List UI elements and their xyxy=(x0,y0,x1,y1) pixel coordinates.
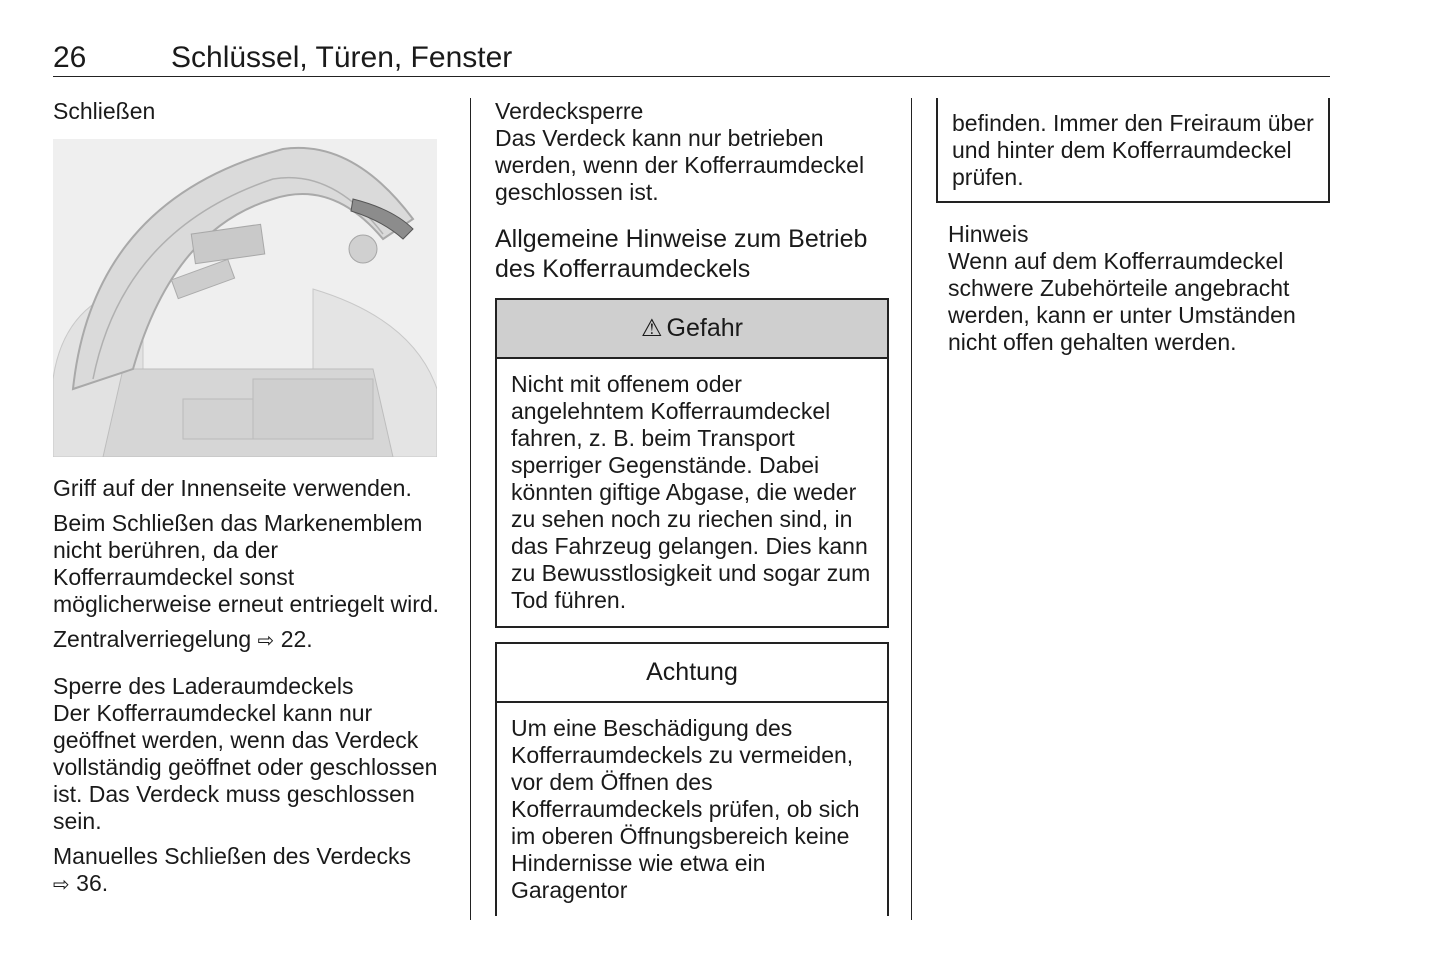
xref-page-22[interactable]: 22. xyxy=(280,626,313,652)
page-number: 26 xyxy=(53,41,87,74)
danger-text: Nicht mit offenem oder angelehntem Kofferraumdeckel fahren, z. B. beim Transport sperriger Gegenstände. Dabei könnten giftige Abgase, die weder zu sehen noch zu riechen sind, in das Fahrzeug gelangen. Dies kann zu Bewusstlosigkeit und sogar zum Tod führen. xyxy=(511,371,871,613)
section-heading-schliessen: Schließen xyxy=(53,98,156,124)
note-title: Hinweis xyxy=(948,221,1029,247)
trunk-lid-drawing xyxy=(53,139,437,457)
paragraph-griff: Griff auf der Innenseite verwenden. xyxy=(53,475,412,501)
caution-text: Um eine Beschädigung des Kofferraumdeckels zu vermeiden, vor dem Öffnen des Kofferraumdeckels prüfen, ob sich im oberen Öffnungsbereich keine Hindernisse wie etwa ein Garagentor xyxy=(511,715,860,903)
caution-box xyxy=(495,642,889,916)
column-divider-1 xyxy=(470,98,471,920)
trunk-lid-illustration xyxy=(53,139,437,457)
caution-box-header xyxy=(497,644,887,703)
paragraph-zentralverriegelung xyxy=(53,626,453,655)
paragraph-manuelles-schliessen xyxy=(53,843,453,899)
subheading-sperre-laderaumdeckel: Sperre des Laderaumdeckels xyxy=(53,673,354,699)
note-text: Wenn auf dem Kofferraumdeckel schwere Zubehörteile angebracht werden, kann er unter Umständen nicht offen gehalten werden. xyxy=(948,248,1296,355)
column-divider-2 xyxy=(911,98,912,920)
xref-text-zentralverriegelung: Zentralverriegelung xyxy=(53,626,258,652)
cross-reference-arrow-icon: ⇨ xyxy=(53,874,70,896)
caution-continuation-text: befinden. Immer den Freiraum über und hinter dem Kofferraumdeckel prüfen. xyxy=(952,110,1314,190)
cross-reference-arrow-icon: ⇨ xyxy=(257,630,275,652)
paragraph-markenemblem: Beim Schließen das Markenemblem nicht berühren, da der Kofferraumdeckel sonst möglicherweise erneut entriegelt wird. xyxy=(53,510,440,617)
warning-triangle-icon: ⚠ xyxy=(641,315,663,342)
paragraph-verdecksperre: Das Verdeck kann nur betrieben werden, wenn der Kofferraumdeckel geschlossen ist. xyxy=(495,125,865,205)
danger-box-header xyxy=(497,300,887,359)
column-2 xyxy=(495,98,889,916)
xref-page-36[interactable]: 36. xyxy=(76,870,109,896)
column-1 xyxy=(53,98,453,899)
chapter-title: Schlüssel, Türen, Fenster xyxy=(171,41,513,74)
caution-box-body xyxy=(497,703,887,916)
column-3 xyxy=(936,98,1330,356)
heading-allgemeine-hinweise: Allgemeine Hinweise zum Betrieb des Kofferraumdeckels xyxy=(495,225,868,283)
caution-title: Achtung xyxy=(646,658,738,686)
paragraph-sperre: Der Kofferraumdeckel kann nur geöffnet werden, wenn das Verdeck vollständig geöffnet oder geschlossen ist. Das Verdeck muss geschlossen sein. xyxy=(53,700,438,834)
danger-title: Gefahr xyxy=(666,314,743,342)
xref-text-verdeck: Manuelles Schließen des Verdecks xyxy=(53,843,411,869)
page-header xyxy=(53,40,1330,77)
danger-box xyxy=(495,298,889,628)
subheading-verdecksperre: Verdecksperre xyxy=(495,98,644,124)
danger-box-body xyxy=(497,359,887,626)
caution-box-continuation xyxy=(936,98,1330,203)
